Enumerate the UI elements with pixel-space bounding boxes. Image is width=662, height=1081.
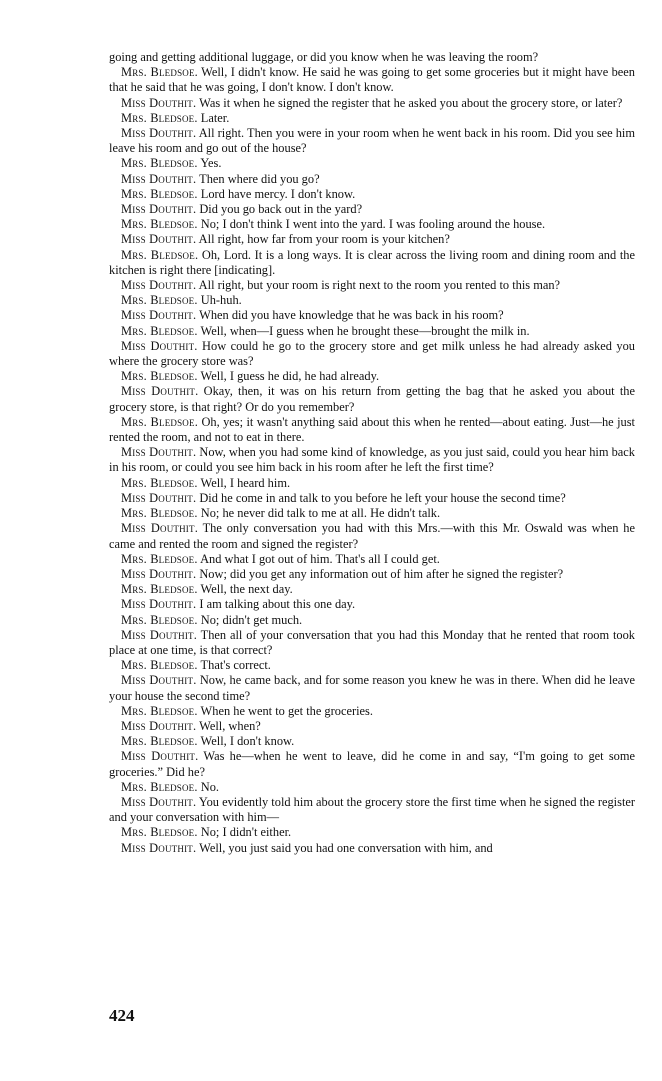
testimony-paragraph bbox=[109, 582, 635, 597]
testimony-paragraph bbox=[109, 795, 635, 825]
testimony-paragraph bbox=[109, 369, 635, 384]
speaker-name: Miss Douthit. bbox=[121, 338, 198, 353]
testimony-text: going and getting additional luggage, or did you know when he was leaving the room? bbox=[109, 50, 539, 64]
testimony-paragraph bbox=[109, 126, 635, 156]
speaker-name: Miss Douthit. bbox=[121, 718, 197, 733]
testimony-text: Oh, yes; it wasn't anything said about this when he rented—about eating. Just—he just rented the room, and not to eat in there. bbox=[109, 414, 635, 445]
testimony-text: When did you have knowledge that he was back in his room? bbox=[196, 308, 504, 323]
testimony-text: Oh, Lord. It is a long ways. It is clear across the living room and dining room and the kitchen is right there [indicating]. bbox=[109, 247, 635, 277]
speaker-name: Mrs. Bledsoe. bbox=[121, 475, 198, 490]
testimony-text: That's correct. bbox=[197, 658, 271, 673]
testimony-text: Was he—when he went to leave, did he come in and say, “I'm going to get some groceries.” Did he? bbox=[109, 749, 635, 779]
testimony-paragraph bbox=[109, 613, 635, 628]
testimony-text: No; he never did talk to me at all. He didn't talk. bbox=[197, 506, 441, 521]
testimony-text: Then all of your conversation that you had this Monday that he rented that room took place at one time, is that correct? bbox=[109, 627, 635, 657]
speaker-name: Miss Douthit. bbox=[121, 521, 198, 536]
testimony-paragraph bbox=[109, 415, 635, 445]
speaker-name: Miss Douthit. bbox=[121, 627, 198, 642]
speaker-name: Mrs. Bledsoe. bbox=[121, 779, 198, 794]
testimony-text: When he went to get the groceries. bbox=[197, 703, 373, 718]
speaker-name: Mrs. Bledsoe. bbox=[121, 369, 198, 384]
testimony-paragraph bbox=[109, 445, 635, 475]
speaker-name: Mrs. Bledsoe. bbox=[121, 414, 199, 429]
testimony-text: Uh-huh. bbox=[197, 293, 242, 308]
speaker-name: Miss Douthit. bbox=[121, 445, 197, 460]
testimony-text: Now, when you had some kind of knowledge, as you just said, could you hear him back in his room, or could you see him back in his room after he left the first time? bbox=[109, 445, 636, 475]
testimony-paragraph bbox=[109, 567, 635, 582]
testimony-paragraph bbox=[109, 96, 635, 111]
speaker-name: Miss Douthit. bbox=[121, 749, 199, 764]
speaker-name: Mrs. Bledsoe. bbox=[121, 612, 198, 627]
speaker-name: Mrs. Bledsoe. bbox=[121, 734, 198, 749]
speaker-name: Miss Douthit. bbox=[121, 597, 197, 612]
testimony-paragraph bbox=[109, 248, 635, 278]
testimony-paragraph bbox=[109, 749, 635, 779]
testimony-paragraph bbox=[109, 780, 635, 795]
testimony-text: All right. Then you were in your room when he went back in his room. Did you see him leave his room and go out of the house? bbox=[109, 126, 636, 156]
speaker-name: Mrs. Bledsoe. bbox=[121, 703, 198, 718]
speaker-name: Mrs. Bledsoe. bbox=[121, 582, 198, 597]
testimony-text: You evidently told him about the grocery store the first time when he signed the register and your conversation with him— bbox=[109, 794, 636, 825]
testimony-text: Well, I didn't know. He said he was going to get some groceries but it might have been that he said that he was going, I don't know. I don't know. bbox=[109, 65, 636, 95]
page-number: 424 bbox=[109, 1006, 135, 1025]
testimony-paragraph bbox=[109, 734, 635, 749]
testimony-paragraph bbox=[109, 111, 635, 126]
testimony-paragraph bbox=[109, 308, 635, 323]
speaker-name: Miss Douthit. bbox=[121, 232, 197, 247]
testimony-paragraph bbox=[109, 232, 635, 247]
testimony-text: Well, when—I guess when he brought these—brought the milk in. bbox=[197, 323, 530, 338]
testimony-paragraph bbox=[109, 476, 635, 491]
speaker-name: Miss Douthit. bbox=[121, 308, 197, 323]
testimony-text: I am talking about this one day. bbox=[196, 597, 356, 612]
testimony-paragraph bbox=[109, 172, 635, 187]
testimony-paragraph bbox=[109, 187, 635, 202]
testimony-text: How could he go to the grocery store and get milk unless he had already asked you where the grocery store was? bbox=[109, 338, 635, 369]
testimony-text: Now, he came back, and for some reason you knew he was in there. When did he leave your house the second time? bbox=[109, 673, 635, 703]
speaker-name: Miss Douthit. bbox=[121, 126, 197, 141]
speaker-name: Miss Douthit. bbox=[121, 794, 197, 809]
testimony-text: Well, I heard him. bbox=[197, 475, 291, 490]
testimony-text: Now; did you get any information out of him after he signed the register? bbox=[196, 566, 564, 581]
testimony-paragraph bbox=[109, 50, 635, 65]
testimony-text: The only conversation you had with this Mrs.—with this Mr. Oswald was when he came and rented the room and signed the register? bbox=[109, 521, 635, 551]
testimony-text: No. bbox=[197, 779, 220, 794]
speaker-name: Miss Douthit. bbox=[121, 278, 197, 293]
testimony-paragraph bbox=[109, 841, 635, 856]
testimony-text: No; I don't think I went into the yard. I was fooling around the house. bbox=[197, 217, 546, 232]
testimony-paragraph bbox=[109, 65, 635, 95]
testimony-text: Later. bbox=[197, 110, 230, 125]
speaker-name: Mrs. Bledsoe. bbox=[121, 65, 198, 80]
testimony-text: No; I didn't either. bbox=[197, 825, 292, 840]
testimony-text: Then where did you go? bbox=[196, 171, 320, 186]
testimony-paragraph bbox=[109, 628, 635, 658]
testimony-text: Did you go back out in the yard? bbox=[196, 202, 363, 217]
speaker-name: Mrs. Bledsoe. bbox=[121, 506, 198, 521]
testimony-text: Well, I don't know. bbox=[197, 734, 295, 749]
testimony-paragraph bbox=[109, 324, 635, 339]
testimony-text: Was it when he signed the register that he asked you about the grocery store, or later? bbox=[196, 95, 623, 110]
testimony-text: Yes. bbox=[197, 156, 222, 171]
testimony-text: Well, you just said you had one conversation with him, and bbox=[196, 840, 493, 855]
speaker-name: Mrs. Bledsoe. bbox=[121, 110, 198, 125]
speaker-name: Miss Douthit. bbox=[121, 95, 197, 110]
testimony-paragraph bbox=[109, 278, 635, 293]
speaker-name: Miss Douthit. bbox=[121, 673, 197, 688]
testimony-paragraph bbox=[109, 658, 635, 673]
testimony-paragraph bbox=[109, 293, 635, 308]
testimony-text: Lord have mercy. I don't know. bbox=[197, 186, 356, 201]
testimony-paragraph bbox=[109, 384, 635, 414]
transcript-page bbox=[109, 50, 635, 856]
speaker-name: Miss Douthit. bbox=[121, 171, 197, 186]
testimony-text: Well, the next day. bbox=[197, 582, 293, 597]
testimony-text: Did he come in and talk to you before he left your house the second time? bbox=[196, 490, 566, 505]
speaker-name: Mrs. Bledsoe. bbox=[121, 247, 199, 262]
testimony-paragraph bbox=[109, 156, 635, 171]
speaker-name: Mrs. Bledsoe. bbox=[121, 323, 198, 338]
speaker-name: Miss Douthit. bbox=[121, 384, 199, 399]
testimony-paragraph bbox=[109, 521, 635, 551]
testimony-text: All right, how far from your room is your kitchen? bbox=[196, 232, 450, 247]
speaker-name: Mrs. Bledsoe. bbox=[121, 551, 198, 566]
speaker-name: Miss Douthit. bbox=[121, 490, 197, 505]
speaker-name: Miss Douthit. bbox=[121, 202, 197, 217]
speaker-name: Miss Douthit. bbox=[121, 566, 197, 581]
testimony-paragraph bbox=[109, 825, 635, 840]
testimony-paragraph bbox=[109, 202, 635, 217]
testimony-paragraph bbox=[109, 506, 635, 521]
testimony-paragraph bbox=[109, 719, 635, 734]
speaker-name: Mrs. Bledsoe. bbox=[121, 825, 198, 840]
testimony-paragraph bbox=[109, 597, 635, 612]
testimony-text: Okay, then, it was on his return from getting the bag that he asked you about the grocery store, is that right? Or do you remember? bbox=[109, 384, 636, 414]
testimony-paragraph bbox=[109, 552, 635, 567]
testimony-text: Well, when? bbox=[196, 718, 261, 733]
speaker-name: Mrs. Bledsoe. bbox=[121, 156, 198, 171]
speaker-name: Miss Douthit. bbox=[121, 840, 197, 855]
testimony-text: Well, I guess he did, he had already. bbox=[197, 369, 380, 384]
testimony-paragraph bbox=[109, 673, 635, 703]
testimony-paragraph bbox=[109, 704, 635, 719]
testimony-text: And what I got out of him. That's all I could get. bbox=[197, 551, 440, 566]
testimony-text: All right, but your room is right next to the room you rented to this man? bbox=[196, 278, 561, 293]
testimony-paragraph bbox=[109, 491, 635, 506]
testimony-text: No; didn't get much. bbox=[197, 612, 303, 627]
testimony-paragraph bbox=[109, 217, 635, 232]
speaker-name: Mrs. Bledsoe. bbox=[121, 186, 198, 201]
speaker-name: Mrs. Bledsoe. bbox=[121, 217, 198, 232]
testimony-paragraph bbox=[109, 339, 635, 369]
speaker-name: Mrs. Bledsoe. bbox=[121, 658, 198, 673]
speaker-name: Mrs. Bledsoe. bbox=[121, 293, 198, 308]
